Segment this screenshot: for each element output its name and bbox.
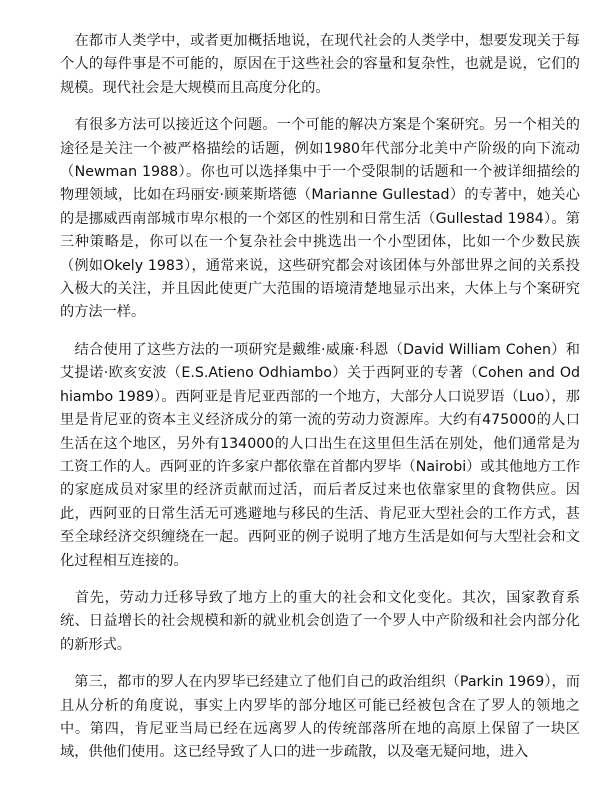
paragraph-2: 有很多方法可以接近这个问题。一个可能的解决方案是个案研究。另一个相关的途径是关注一个被严格描绘的话题，例如1980年代部分北美中产阶级的向下流动（Newman 1988）。你也可以选择集中于一个受限制的话题和一个被详细描绘的物理领域，比如在玛丽安·顾莱斯塔德（Marianne Gullestad）的专著中，她关心的是挪威西南部城市卑尔根的一个郊区的性别和日常生活（Gullestad 1984）。第三种策略是，你可以在一个复杂社会中挑选出一个小型团体，比如一个少数民族（例如Okely 1983），通常来说，这些研究都会对该团体与外部世界之间的关系投入极大的关注，并且因此使更广大范围的语境清楚地显示出来，大体上与个案研究的方法一样。: [60, 117, 580, 321]
document-body: [60, 30, 580, 779]
paragraph-5: 第三，都市的罗人在内罗毕已经建立了他们自己的政治组织（Parkin 1969），而且从分析的角度说，事实上内罗毕的部分地区可能已经被包含在了罗人的领地之中。第四，肯尼亚当局已经在远离罗人的传统部落所在地的高原上保留了一块区域，供他们使用。这已经导致了人口的进一步疏散，以及毫无疑问地，进入: [60, 674, 580, 761]
paragraph-1: 在都市人类学中，或者更加概括地说，在现代社会的人类学中，想要发现关于每个人的每件事是不可能的，原因在于这些社会的容量和复杂性，也就是说，它们的规模。现代社会是大规模而且高度分化的。: [60, 33, 580, 96]
paragraph-3: 结合使用了这些方法的一项研究是戴维·威廉·科恩（David William Cohen）和艾提诺·欧亥安波（E.S.Atieno Odhiambo）关于西阿亚的专著（Cohen and Odhiambo 1989）。西阿亚是肯尼亚西部的一个地方，大部分人口说罗语（Luo），那里是肯尼亚的资本主义经济成分的第一流的劳动力资源库。大约有475000的人口生活在这个地区，另外有134000的人口出生在这里但生活在别处，他们通常是为工资工作的人。西阿亚的许多家户都依靠在首都内罗毕（Nairobi）或其他地方工作的家庭成员对家里的经济贡献而过活，而后者反过来也依靠家里的食物供应。因此，西阿亚的日常生活无可逃避地与移民的生活、肯尼亚大型社会的工作方式，甚至全球经济交织缠绕在一起。西阿亚的例子说明了地方生活是如何与大型社会和文化过程相互连接的。: [60, 341, 580, 569]
paragraph-4: 首先，劳动力迁移导致了地方上的重大的社会和文化变化。其次，国家教育系统、日益增长的社会规模和新的就业机会创造了一个罗人中产阶级和社会内部分化的新形式。: [60, 589, 580, 653]
